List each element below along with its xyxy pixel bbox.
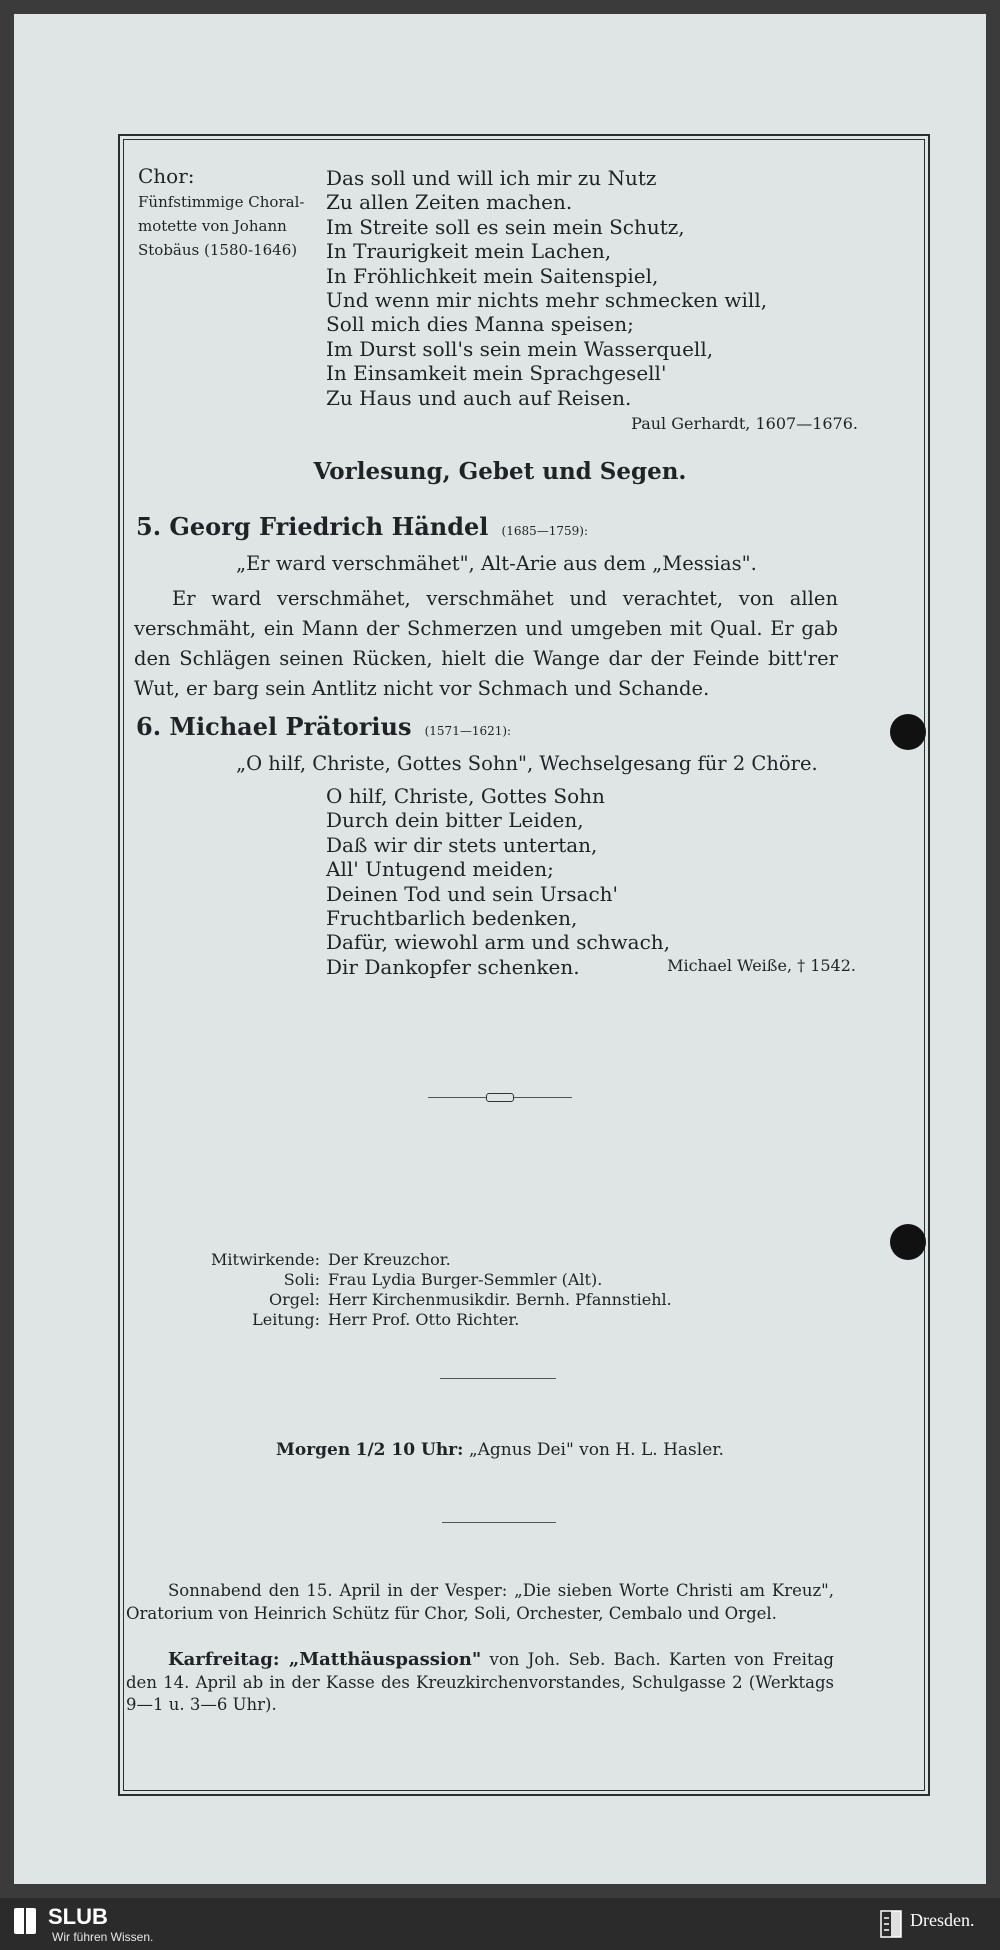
footer-tagline: Wir führen Wissen. [52,1930,154,1944]
friday-rest: von Joh. Seb. Bach. Karten von Freitag den 14. April ab in der Kasse des Kreuzkirchenvorstandes, Schulgasse 2 (Werktags 9—1 u. 3—6 Uhr). [126,1650,834,1714]
item5-work: „Er ward verschmähet", Alt-Arie aus dem „Messias". [236,552,757,575]
verse-line: Fruchtbarlich bedenken, [326,906,578,931]
chor-author: Paul Gerhardt, 1607—1676. [631,414,858,433]
footer-bar [0,1898,1000,1950]
item6-work: „O hilf, Christe, Gottes Sohn", Wechselgesang für 2 Chöre. [236,752,818,775]
performer-row [150,1310,672,1330]
verse-line: Zu Haus und auch auf Reisen. [326,385,632,410]
performer-label: Soli: [283,1270,320,1289]
performer-value: Der Kreuzchor. [328,1250,451,1269]
performer-value: Herr Kirchenmusikdir. Bernh. Pfannstiehl. [328,1290,672,1309]
verse-line: Deinen Tod und sein Ursach' [326,881,619,906]
verse-line: Das soll und will ich mir zu Nutz [326,166,657,190]
performer-row [150,1270,672,1290]
chor-info-line: motette von Johann [138,217,287,235]
item6-heading: 6. Michael Prätorius [136,712,412,741]
item5-heading: 5. Georg Friedrich Händel [136,512,489,541]
verse-line: O hilf, Christe, Gottes Sohn [326,784,605,808]
performer-row [150,1250,672,1270]
verse-line: All' Untugend meiden; [326,857,554,882]
item6-heading-row [136,712,511,741]
saturday-notice: Sonnabend den 15. April in der Vesper: „Die sieben Worte Christi am Kreuz", Oratorium von Heinrich Schütz für Chor, Soli, Orchester, Cembalo und Orgel. [126,1581,834,1623]
chor-label: Chor: [138,164,195,188]
morning-lead: Morgen [276,1440,351,1460]
performers-table [150,1250,672,1330]
performer-row [150,1290,672,1310]
ornament-center [486,1093,514,1102]
performer-label: Mitwirkende: [211,1250,320,1269]
verse-line: In Einsamkeit mein Sprachgesell' [326,361,667,386]
morning-rest: „Agnus Dei" von H. L. Hasler. [468,1440,724,1460]
chor-info-line: Fünfstimmige Choral- [138,193,305,211]
verse-line: In Traurigkeit mein Lachen, [326,239,612,264]
verse-line: Im Durst soll's sein mein Wasserquell, [326,336,714,361]
performer-value: Herr Prof. Otto Richter. [328,1310,520,1329]
verse-line: Zu allen Zeiten machen. [326,190,573,215]
punch-hole-upper [890,714,926,750]
verse-line: Im Streite soll es sein mein Schutz, [326,214,685,239]
friday-lead: Karfreitag: „Matthäuspassion" [168,1649,482,1670]
liturgy-heading: Vorlesung, Gebet und Segen. [313,458,687,485]
verse-line: Daß wir dir stets untertan, [326,832,598,857]
chor-verse [326,166,767,410]
item6-author: Michael Weiße, † 1542. [667,956,856,975]
slub-logo[interactable]: SLUB [48,1904,108,1929]
performer-label: Orgel: [269,1290,320,1309]
verse-line: Durch dein bitter Leiden, [326,808,584,833]
performer-label: Leitung: [252,1310,320,1329]
morning-time: 1/2 10 Uhr: [355,1440,464,1460]
item5-dates: (1685—1759): [501,524,588,538]
chor-info-line: Stobäus (1580-1646) [138,241,298,259]
item6-verse [326,784,670,979]
book-icon [12,1906,38,1936]
verse-line: In Fröhlichkeit mein Saitenspiel, [326,263,659,288]
friday-notice [126,1649,834,1717]
item5-text: Er ward verschmähet, verschmähet und verachtet, von allen verschmäht, ein Mann der Schmerzen und umgeben mit Qual. Er gab den Schlägen seinen Rücken, hielt die Wange dar der Feinde bitt'rer Wut, er barg sein Antlitz nicht vor Schmach und Schande. [134,587,838,700]
item6-dates: (1571—1621): [424,724,512,738]
morning-notice [0,1440,1000,1460]
dresden-crest-icon [880,1910,902,1938]
verse-line: Und wenn mir nichts mehr schmecken will, [326,288,768,313]
performer-value: Frau Lydia Burger-Semmler (Alt). [328,1270,603,1289]
divider [442,1522,556,1523]
item5-heading-row [136,512,588,541]
verse-line: Dafür, wiewohl arm und schwach, [326,930,671,955]
verse-line: Dir Dankopfer schenken. [326,954,580,979]
divider [440,1378,556,1379]
verse-line: Soll mich dies Manna speisen; [326,312,634,337]
dresden-logo[interactable]: Dresden. [910,1910,975,1930]
punch-hole-lower [890,1224,926,1260]
